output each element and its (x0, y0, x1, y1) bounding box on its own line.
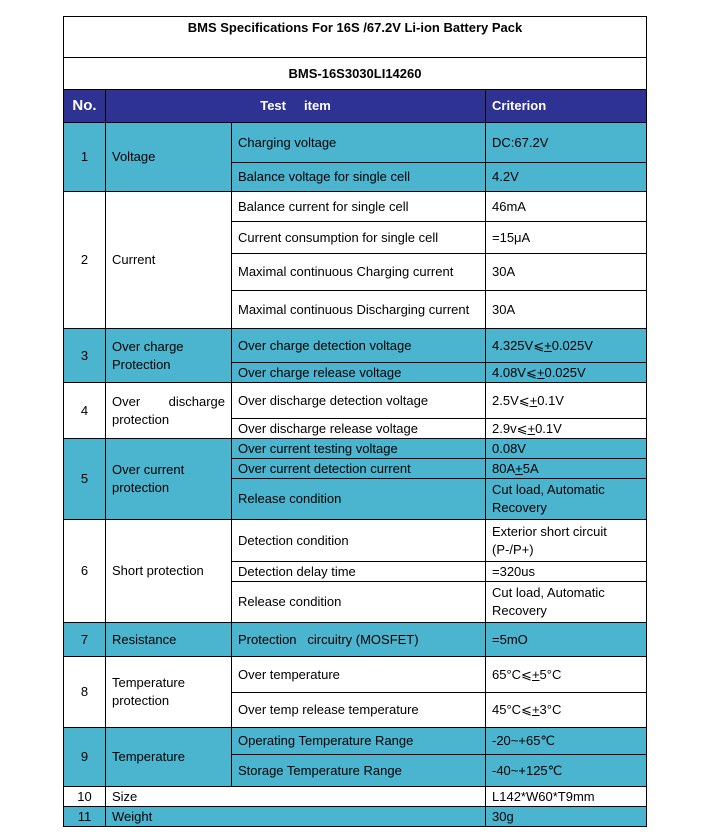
row-category (106, 657, 232, 728)
value-part: 4.08V⩽ (492, 364, 537, 380)
test-item: Release condition (232, 479, 486, 520)
test-item: Over discharge detection voltage (232, 383, 486, 419)
value-part: 4.325V⩽ (492, 337, 545, 353)
criterion-value (486, 693, 647, 728)
value-line: Cut load, Automatic (492, 585, 605, 600)
category-line (112, 393, 225, 411)
category-line: Protection (112, 356, 171, 372)
value-line: Recovery (492, 603, 547, 618)
criterion-value: -20~+65℃ (486, 728, 647, 755)
row-category (106, 383, 232, 439)
value-part: + (531, 702, 540, 717)
category-word: Over (112, 393, 141, 409)
value-part: + (531, 666, 540, 682)
test-item: Storage Temperature Range (232, 755, 486, 787)
test-item: Over current testing voltage (232, 439, 486, 459)
table-row (64, 520, 647, 562)
value-part: + (515, 460, 523, 476)
criterion-value: 30g (486, 807, 647, 827)
criterion-value (486, 657, 647, 693)
value-part: + (529, 392, 538, 408)
category-line: protection (112, 480, 170, 495)
criterion-value (486, 329, 647, 363)
test-item: Detection condition (232, 520, 486, 562)
value-line: (P-/P+) (492, 541, 534, 557)
row-category: Short protection (106, 520, 232, 623)
title-row (64, 17, 647, 58)
table-row (64, 657, 647, 693)
row-number: 10 (64, 787, 106, 807)
test-item: Current consumption for single cell (232, 222, 486, 254)
row-number: 11 (64, 807, 106, 827)
document-title: BMS Specifications For 16S /67.2V Li-ion Battery Pack (64, 17, 647, 58)
value-part: 0.025V (544, 364, 586, 380)
criterion-value: 30A (486, 291, 647, 329)
table-row (64, 807, 647, 827)
criterion-value: 30A (486, 254, 647, 291)
criterion-value: L142*W60*T9mm (486, 787, 647, 807)
value-part: 0.1V (535, 420, 562, 436)
criterion-value (486, 582, 647, 623)
test-item: Maximal continuous Discharging current (232, 291, 486, 329)
table-row (64, 439, 647, 459)
value-part: 65°C⩽ (492, 666, 532, 682)
value-part: + (544, 337, 552, 353)
category-line: Over current (112, 462, 185, 477)
row-number: 6 (64, 520, 106, 623)
table-row (64, 787, 647, 807)
header-test-item: Test item (106, 90, 486, 123)
value-part: 0.1V (537, 392, 564, 408)
criterion-value: =15μA (486, 222, 647, 254)
row-number: 5 (64, 439, 106, 520)
criterion-value: 0.08V (486, 439, 647, 459)
test-item: Over charge detection voltage (232, 329, 486, 363)
row-number: 4 (64, 383, 106, 439)
header-criterion: Criterion (486, 90, 647, 123)
test-item: Balance current for single cell (232, 192, 486, 222)
table-row (64, 728, 647, 755)
criterion-value: =5mO (486, 623, 647, 657)
model-row (64, 58, 647, 90)
test-item: Over temperature (232, 657, 486, 693)
value-part: + (527, 420, 536, 436)
table-row (64, 192, 647, 222)
value-part: 3°C (539, 702, 562, 717)
row-category: Resistance (106, 623, 232, 657)
value-part: 2.9v⩽ (492, 420, 528, 436)
criterion-value (486, 459, 647, 479)
test-item: Maximal continuous Charging current (232, 254, 486, 291)
value-part: + (536, 364, 545, 380)
value-part: 80A (492, 460, 516, 476)
criterion-value: 4.2V (486, 163, 647, 192)
test-item: Release condition (232, 582, 486, 623)
test-item: Protection circuitry (MOSFET) (232, 623, 486, 657)
test-item: Over charge release voltage (232, 363, 486, 383)
criterion-value (486, 383, 647, 419)
value-part: 2.5V⩽ (492, 392, 530, 408)
category-line: protection (112, 411, 170, 427)
criterion-value (486, 419, 647, 439)
row-category (106, 329, 232, 383)
criterion-value: =320us (486, 562, 647, 582)
spec-table (63, 16, 647, 827)
criterion-value: DC:67.2V (486, 123, 647, 163)
row-number: 1 (64, 123, 106, 192)
table-row (64, 123, 647, 163)
criterion-value (486, 479, 647, 520)
category-line: protection (112, 693, 170, 708)
criterion-value: -40~+125℃ (486, 755, 647, 787)
row-number: 8 (64, 657, 106, 728)
header-no: No. (64, 90, 106, 123)
table-header (64, 90, 647, 123)
model-number: BMS-16S3030LI14260 (64, 58, 647, 90)
criterion-value (486, 363, 647, 383)
value-part: 5A (522, 460, 539, 476)
category-line: Over charge (112, 338, 184, 354)
test-item: Detection delay time (232, 562, 486, 582)
category-word: discharge (168, 393, 225, 409)
test-item: Operating Temperature Range (232, 728, 486, 755)
table-row (64, 383, 647, 419)
row-category (106, 439, 232, 520)
row-number: 7 (64, 623, 106, 657)
test-item: Over current detection current (232, 459, 486, 479)
criterion-value (486, 520, 647, 562)
table-row (64, 329, 647, 363)
test-item: Over discharge release voltage (232, 419, 486, 439)
row-category: Size (106, 787, 486, 807)
value-line: Recovery (492, 500, 547, 515)
table-row (64, 623, 647, 657)
spec-sheet (63, 16, 646, 827)
test-item: Charging voltage (232, 123, 486, 163)
value-line: Cut load, Automatic (492, 482, 605, 497)
row-number: 9 (64, 728, 106, 787)
value-part: 45°C⩽ (492, 702, 532, 717)
test-item: Over temp release temperature (232, 693, 486, 728)
test-item: Balance voltage for single cell (232, 163, 486, 192)
value-line: Exterior short circuit (492, 523, 607, 539)
value-part: 5°C (539, 666, 562, 682)
row-category: Voltage (106, 123, 232, 192)
row-category: Current (106, 192, 232, 329)
row-number: 2 (64, 192, 106, 329)
row-category: Weight (106, 807, 486, 827)
row-category: Temperature (106, 728, 232, 787)
criterion-value: 46mA (486, 192, 647, 222)
category-line: Temperature (112, 675, 185, 690)
row-number: 3 (64, 329, 106, 383)
value-part: 0.025V (551, 337, 593, 353)
